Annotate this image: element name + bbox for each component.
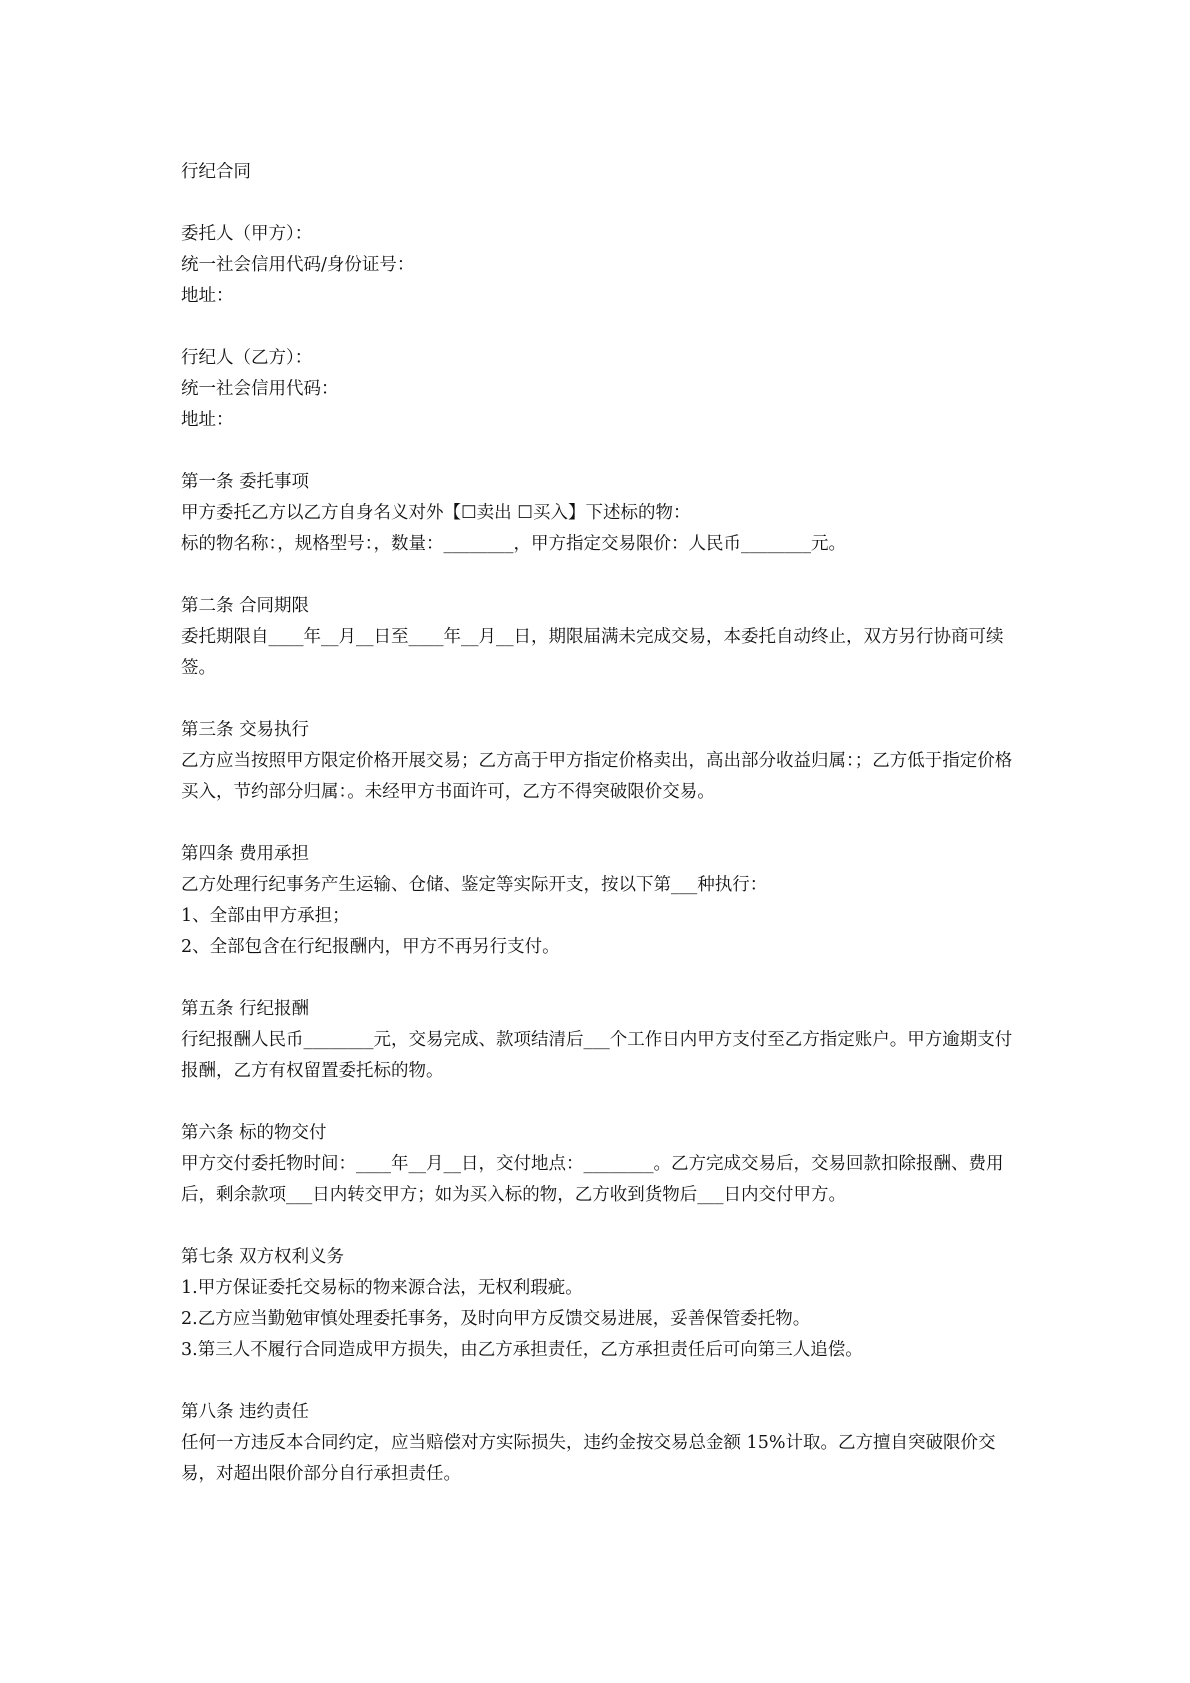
article-5: [181, 994, 1013, 1087]
article-list-item: 1、全部由甲方承担；: [181, 906, 350, 926]
article-6: [181, 1118, 1013, 1211]
article-text: 乙方处理行纪事务产生运输、仓储、鉴定等实际开支，按以下第___种执行：: [181, 875, 768, 895]
article-4: [181, 839, 1013, 963]
party-b-section: [181, 343, 1013, 436]
article-text: 任何一方违反本合同约定，应当赔偿对方实际损失，违约金按交易总金额 15%计取。乙方擅自突破限价交易，对超出限价部分自行承担责任。: [181, 1433, 996, 1484]
party-a-address-label: 地址：: [181, 286, 234, 306]
article-heading: 第六条 标的物交付: [181, 1123, 327, 1143]
party-a-section: [181, 219, 1013, 312]
article-heading: 第一条 委托事项: [181, 472, 310, 492]
article-list-item: 2、全部包含在行纪报酬内，甲方不再另行支付。: [181, 937, 560, 957]
article-text: 甲方委托乙方以乙方自身名义对外【☐卖出 ☐买入】下述标的物：: [181, 503, 691, 523]
article-text: 行纪报酬人民币________元，交易完成、款项结清后___个工作日内甲方支付至乙方指定账户。甲方逾期支付报酬，乙方有权留置委托标的物。: [181, 1030, 1013, 1081]
party-b-id-label: 统一社会信用代码：: [181, 379, 339, 399]
party-a-label: 委托人（甲方）：: [181, 224, 313, 244]
article-list-item: 2.乙方应当勤勉审慎处理委托事务，及时向甲方反馈交易进展，妥善保管委托物。: [181, 1309, 811, 1329]
article-7: [181, 1242, 1013, 1366]
article-heading: 第二条 合同期限: [181, 596, 310, 616]
party-a-id-label: 统一社会信用代码/身份证号：: [181, 255, 415, 275]
article-heading: 第五条 行纪报酬: [181, 999, 310, 1019]
article-text: 乙方应当按照甲方限定价格开展交易；乙方高于甲方指定价格卖出，高出部分收益归属：；乙方低于指定价格买入，节约部分归属：。未经甲方书面许可，乙方不得突破限价交易。: [181, 751, 1013, 802]
article-heading: 第七条 双方权利义务: [181, 1247, 345, 1267]
article-text: 甲方交付委托物时间：____年__月__日，交付地点：________。乙方完成交易后，交易回款扣除报酬、费用后，剩余款项___日内转交甲方；如为买入标的物，乙方收到货物后___日内交付甲方。: [181, 1154, 1004, 1205]
article-8: [181, 1397, 1013, 1490]
party-b-label: 行纪人（乙方）：: [181, 348, 313, 368]
article-2: [181, 591, 1013, 684]
article-text: 委托期限自____年__月__日至____年__月__日，期限届满未完成交易，本委托自动终止，双方另行协商可续签。: [181, 627, 1004, 678]
document-title: 行纪合同: [181, 162, 251, 182]
article-text: 标的物名称：，规格型号：，数量：________，甲方指定交易限价：人民币________元。: [181, 534, 846, 554]
article-list-item: 3.第三人不履行合同造成甲方损失，由乙方承担责任，乙方承担责任后可向第三人追偿。: [181, 1340, 863, 1360]
article-3: [181, 715, 1013, 808]
article-heading: 第八条 违约责任: [181, 1402, 310, 1422]
article-list-item: 1.甲方保证委托交易标的物来源合法，无权利瑕疵。: [181, 1278, 583, 1298]
article-heading: 第三条 交易执行: [181, 720, 310, 740]
article-1: [181, 467, 1013, 560]
article-heading: 第四条 费用承担: [181, 844, 310, 864]
contract-document: [181, 157, 1013, 1521]
party-b-address-label: 地址：: [181, 410, 234, 430]
